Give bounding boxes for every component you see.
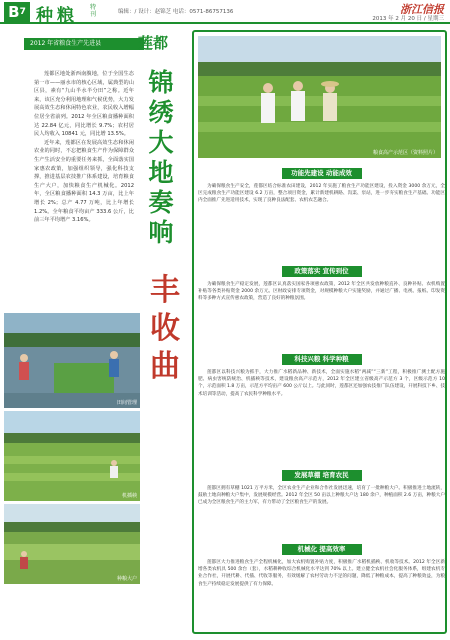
left-paragraph: 莲都区地处浙西南腹地，位于全国生态第一市——丽水市的核心区域，属典型的山区县，素有“九山半水半分田”之称。近年来，该区充分利用地理和气候优势，大力发展高效生态和休闲特色农业，农民收入增幅位居全省前列。2012 年全区粮食播种面积达 22.84 亿元，同比增长 9.7%；农村居民人均收入 10841 元，同比增 13.5%。 — [34, 71, 134, 138]
issue-date: 2013 年 2 月 20 日 / 星期三 — [372, 16, 444, 22]
left-column — [0, 28, 188, 640]
section-title: 种粮 — [36, 6, 78, 26]
article-section — [198, 168, 445, 205]
photo-caption: 种粮大户 — [116, 576, 137, 582]
section-body: 为确保粮食生产稳定发展，莲都区认真落实国家各项惠农政策，2012 年全区共发放种粮直补、良种补贴、农机购置补贴等各类补贴资金 2000 余万元。区财政安排专项资金，对规模种粮大户实施奖励，并通过广播、电视、报纸、印发资料等多种方式宣传惠农政策，营造了良好的种粮氛围。 — [198, 282, 445, 302]
article-section — [198, 470, 445, 507]
photo-caption: 机插秧 — [121, 493, 137, 499]
field-photo-3 — [4, 504, 140, 584]
section-heading: 政策落实 宣传到位 — [282, 266, 362, 277]
section-body: 为确保粮食生产安全，莲都区结合标准农田建设，2012 年实施了粮食生产功能区建设，投入资金 3000 余万元，全区完成粮食生产功能区建设 6.2 万亩，整合项目资金，累计新建机耕路、沟渠、泵站，进一步夯实粮食生产基础。功能区内全面推广先进适用技术，实现了良种良法配套、农机农艺融合。 — [198, 184, 445, 204]
field-photo-1-image — [4, 313, 140, 408]
section-body: 莲都区大力推进粮食生产全程机械化，加大农机购置补贴力度，积极推广水稻机插秧、机收等技术。2012 年全区新增各类农机具 500 余台（套），水稻耕种收综合机械化水平达到 70% 以上。建立健全农机社会化服务体系，组建农机专业合作社，开展代耕、代插、代收等服务，有效缓解了农村劳动力不足的问题，降低了种粮成本，提高了种粮效益，为粮食生产持续稳定发展提供了有力保障。 — [198, 560, 445, 587]
left-article-body — [34, 70, 134, 225]
headline-vertical-red: 丰收曲 — [150, 273, 180, 384]
left-paragraph: 近年来，莲都区在发展高效生态和休闲农业的同时，不忘把粮食生产作为保障群众生产生活安全的重要任务来抓，全面落实国家惠农政策，加强组织领导，强化科技支撑，推进基层农技推广体系建设，培育粮食生产大户，加快粮食生产机械化。2012 年，全区粮食播种面积 14.3 万亩，比上年增长 2%；总产 4.77 万吨，比上年增长 1.2%。全年粮食平均亩产 333.6 公斤，比前三年平均增产 3.16%。 — [34, 139, 134, 224]
main-photo-image — [198, 36, 441, 158]
article-section — [198, 544, 445, 588]
page-header — [0, 0, 450, 24]
field-photo-2-image — [4, 411, 140, 501]
main-photo — [198, 36, 441, 158]
page-letter: B — [8, 3, 20, 21]
right-article-frame — [192, 30, 447, 634]
field-photo-3-image — [4, 504, 140, 584]
section-body: 莲都区以科技兴粮为抓手，大力推广水稻新品种、新技术，全面实施水稻“两减”“三新”工程，积极推广测土配方施肥、病虫害统防统治、机插秧等技术，建设粮食高产示范方，2012 年全区建立省级高产示范方 3 个，区级示范方 10 个，示范面积 1.8 万亩，示范方平均亩产 600 公斤以上。与此同时，莲都区还加强农技推广队伍建设，开展科技下乡、技术培训等活动，提高了农民科学种粮水平。 — [198, 370, 446, 397]
section-heading: 功能先建设 动能成效 — [282, 168, 362, 179]
section-subtitle: 特刊 — [90, 4, 97, 18]
headline-vertical-green: 锦绣大地奏响 — [148, 68, 174, 247]
editor-line: 编辑：/ 设计：赵锦芝 电话：0571-86757136 — [118, 9, 234, 15]
page-number: 7 — [19, 7, 26, 17]
field-photo-1 — [4, 313, 140, 408]
field-photo-2 — [4, 411, 140, 501]
newspaper-masthead: 浙江信报 — [400, 3, 444, 16]
photo-caption: 粮食高产示范区（资料照片） — [372, 150, 438, 156]
section-heading: 机械化 提高效率 — [282, 544, 362, 555]
section-body: 莲都区拥有草棚 1021 万平方米，全区农业生产企业和合作社发展迅速，培育了一批种粮大户。积极推进土地流转，鼓励土地向种粮大户集中，发展规模经营。2012 年全区 50 亩以上种粮大户达 180 余户，种植面积 2.6 万亩，种粮大户已成为全区粮食生产的主力军，有力带动了全区粮食生产的发展。 — [198, 486, 445, 506]
section-heading: 发展草棚 培育农民 — [282, 470, 362, 481]
page-number-badge — [4, 2, 30, 22]
article-section — [198, 354, 445, 398]
county-label: 莲都 — [138, 34, 169, 52]
photo-caption: 田间管理 — [116, 400, 137, 406]
topic-banner: 2012 年省粮食生产先进县 — [24, 38, 144, 50]
section-heading: 科技兴粮 科学种粮 — [282, 354, 362, 365]
article-section — [198, 266, 445, 303]
